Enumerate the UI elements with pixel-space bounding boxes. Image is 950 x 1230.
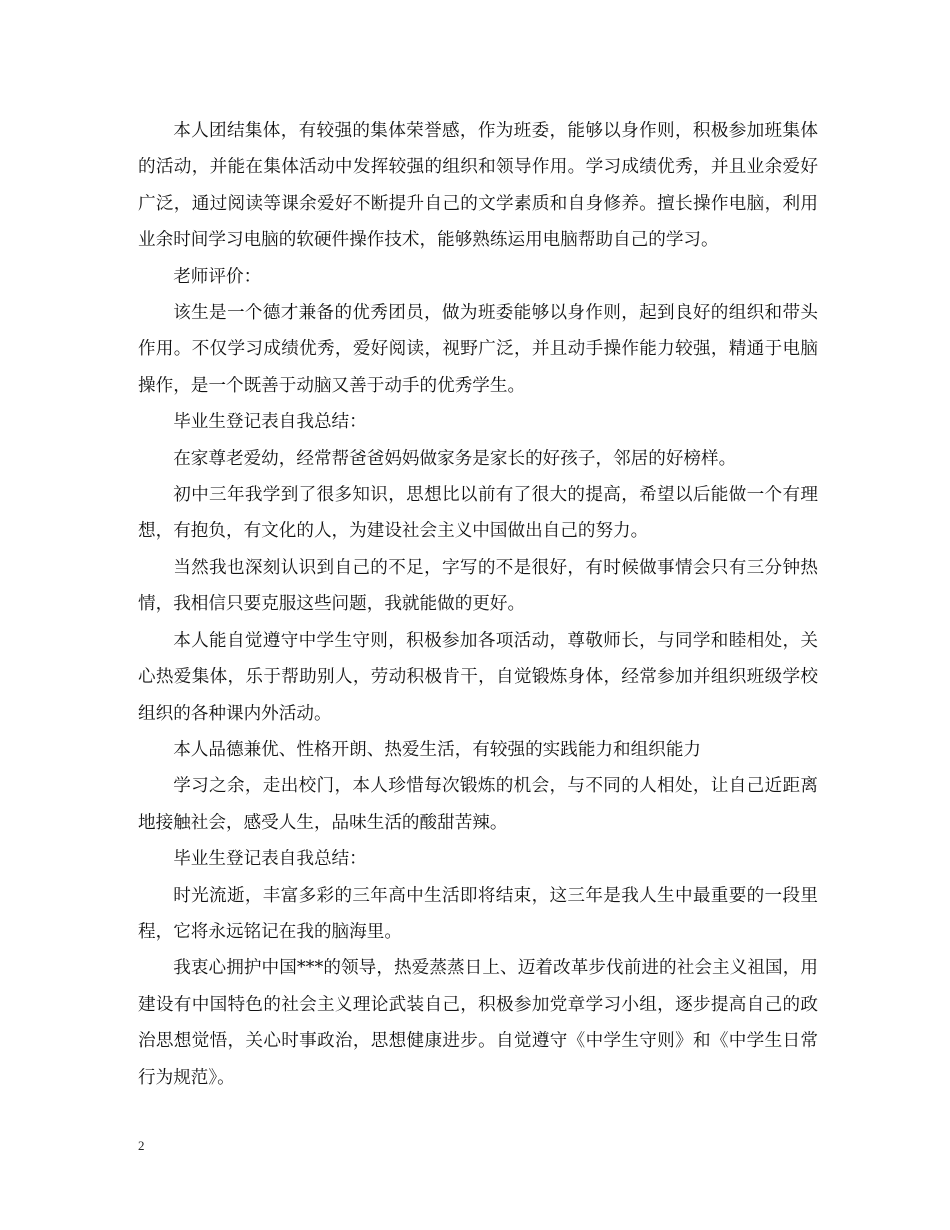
document-body [138, 113, 818, 1096]
paragraph-family: 在家尊老爱幼，经常帮爸爸妈妈做家务是家长的好孩子，邻居的好榜样。 [173, 448, 737, 469]
paragraph-rules: 本人能自觉遵守中学生守则，积极参加各项活动，尊敬师长，与同学和睦相处，关心热爱集体，乐于帮助别人，劳动积极肯干，自觉锻炼身体，经常参加并组织班级学校组织的各种课内外活动。 [138, 630, 818, 724]
heading-teacher-evaluation: 老师评价： [173, 266, 262, 287]
paragraph-character: 本人品德兼优、性格开朗、热爱生活，有较强的实践能力和组织能力 [173, 739, 702, 760]
page-number: 2 [138, 1138, 145, 1153]
paragraph-shortcomings: 当然我也深刻认识到自己的不足，字写的不是很好，有时候做事情会只有三分钟热情，我相信只要克服这些问题，我就能做的更好。 [138, 557, 818, 615]
paragraph-teacher-evaluation: 该生是一个德才兼备的优秀团员，做为班委能够以身作则，起到良好的组织和带头作用。不仅学习成绩优秀，爱好阅读，视野广泛，并且动手操作能力较强，精通于电脑操作，是一个既善于动脑又善于动手的优秀学生。 [138, 303, 818, 396]
paragraph-social-practice: 学习之余，走出校门，本人珍惜每次锻炼的机会，与不同的人相处，让自己近距离地接触社会，感受人生，品味生活的酸甜苦辣。 [138, 776, 818, 833]
paragraph-junior-high: 初中三年我学到了很多知识，思想比以前有了很大的提高，希望以后能做一个有理想，有抱负，有文化的人，为建设社会主义中国做出自己的努力。 [138, 485, 818, 542]
paragraph-high-school: 时光流逝，丰富多彩的三年高中生活即将结束，这三年是我人生中最重要的一段里程，它将永远铭记在我的脑海里。 [138, 885, 818, 942]
heading-graduate-summary-2: 毕业生登记表自我总结： [173, 849, 367, 870]
heading-graduate-summary-1: 毕业生登记表自我总结： [173, 412, 367, 433]
paragraph-self-assessment: 本人团结集体，有较强的集体荣誉感，作为班委，能够以身作则，积极参加班集体的活动，并能在集体活动中发挥较强的组织和领导作用。学习成绩优秀，并且业余爱好广泛，通过阅读等课余爱好不断提升自己的文学素质和自身修养。擅长操作电脑，利用业余时间学习电脑的软硬件操作技术，能够熟练运用电脑帮助自己的学习。 [138, 121, 818, 251]
paragraph-political: 我衷心拥护中国***的领导，热爱蒸蒸日上、迈着改革步伐前进的社会主义祖国，用建设有中国特色的社会主义理论武装自己，积极参加党章学习小组，逐步提高自己的政治思想觉悟，关心时事政治，思想健康进步。自觉遵守《中学生守则》和《中学生日常行为规范》。 [138, 958, 818, 1088]
